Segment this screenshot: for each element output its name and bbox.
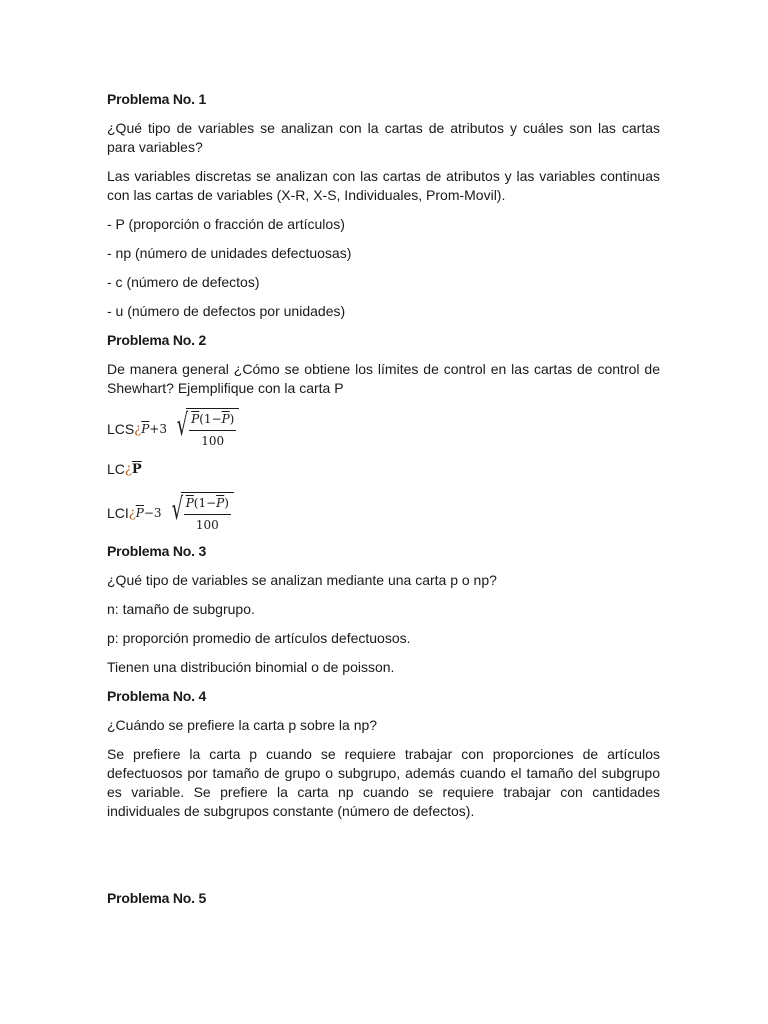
problem-2-question: De manera general ¿Cómo se obtiene los límites de control en las cartas de control de Shewhart? Ejemplifique con la carta P xyxy=(107,361,660,396)
list-item: n: tamaño de subgrupo. xyxy=(107,601,255,617)
p-bar: $\overline{P}$ xyxy=(135,505,144,520)
blank-space xyxy=(107,831,660,889)
document-page xyxy=(107,90,660,918)
problem-2-heading: Problema No. 2 xyxy=(107,332,207,348)
list-item: p: proporción promedio de artículos defectuosos. xyxy=(107,630,411,646)
problem-1-answer: Las variables discretas se analizan con las cartas de atributos y las variables continuas con las cartas de variables (X-R, X-S, Individuales, Prom-Movil). xyxy=(107,168,660,203)
problem-4-answer: Se prefiere la carta p cuando se requiere trabajar con proporciones de artículos defectuosos por tamaño de grupo o subgrupo, además cuando el tamaño del subgrupo es variable. Se prefiere la carta np cuando se requiere trabajar con cantidades individuales de subgrupos constante (número de defectos). xyxy=(107,746,660,819)
sqrt-icon: √ xyxy=(176,407,189,443)
list-item: - P (proporción o fracción de artículos) xyxy=(107,216,345,232)
fraction xyxy=(184,494,231,535)
numerator: $P(1-\overline{P})$ xyxy=(189,410,236,431)
sqrt-icon: √ xyxy=(171,491,183,527)
problem-3-heading: Problema No. 3 xyxy=(107,543,207,559)
list-item: - c (número de defectos) xyxy=(107,274,260,290)
p-bar: $\overline{P}$ xyxy=(131,461,142,477)
problem-4-heading: Problema No. 4 xyxy=(107,688,207,704)
problem-3-question: ¿Qué tipo de variables se analizan mediante una carta p o np? xyxy=(107,572,497,588)
square-root xyxy=(164,492,234,535)
plus-three: +3 xyxy=(149,421,167,436)
square-root xyxy=(169,408,239,451)
lc-label: LC xyxy=(107,460,125,477)
denominator: 100 xyxy=(201,433,225,448)
radicand xyxy=(181,492,234,535)
lcs-formula xyxy=(107,408,660,450)
problem-4-question: ¿Cuándo se prefiere la carta p sobre la np? xyxy=(107,717,378,733)
problem-1-heading: Problema No. 1 xyxy=(107,91,207,107)
problem-1-question: ¿Qué tipo de variables se analizan con la cartas de atributos y cuáles son las cartas para variables? xyxy=(107,120,660,155)
minus-three: −3 xyxy=(143,505,162,520)
lcs-label: LCS xyxy=(107,420,135,437)
lci-formula xyxy=(107,492,660,534)
list-item: - u (número de defectos por unidades) xyxy=(107,303,346,319)
glyph-mark: ¿ xyxy=(128,505,136,521)
list-item: - np (número de unidades defectuosas) xyxy=(107,245,352,261)
p-bar: $\overline{P}$ xyxy=(141,421,150,436)
glyph-mark: ¿ xyxy=(124,461,132,477)
numerator: $P(1-\overline{P})$ xyxy=(184,494,231,515)
denominator: 100 xyxy=(195,517,219,532)
lci-label: LCI xyxy=(107,504,129,521)
lc-formula xyxy=(107,458,660,480)
list-item: Tienen una distribución binomial o de poisson. xyxy=(107,659,395,675)
fraction xyxy=(189,410,236,451)
radicand xyxy=(186,408,239,451)
glyph-mark: ¿ xyxy=(134,421,142,437)
problem-5-heading: Problema No. 5 xyxy=(107,890,207,906)
